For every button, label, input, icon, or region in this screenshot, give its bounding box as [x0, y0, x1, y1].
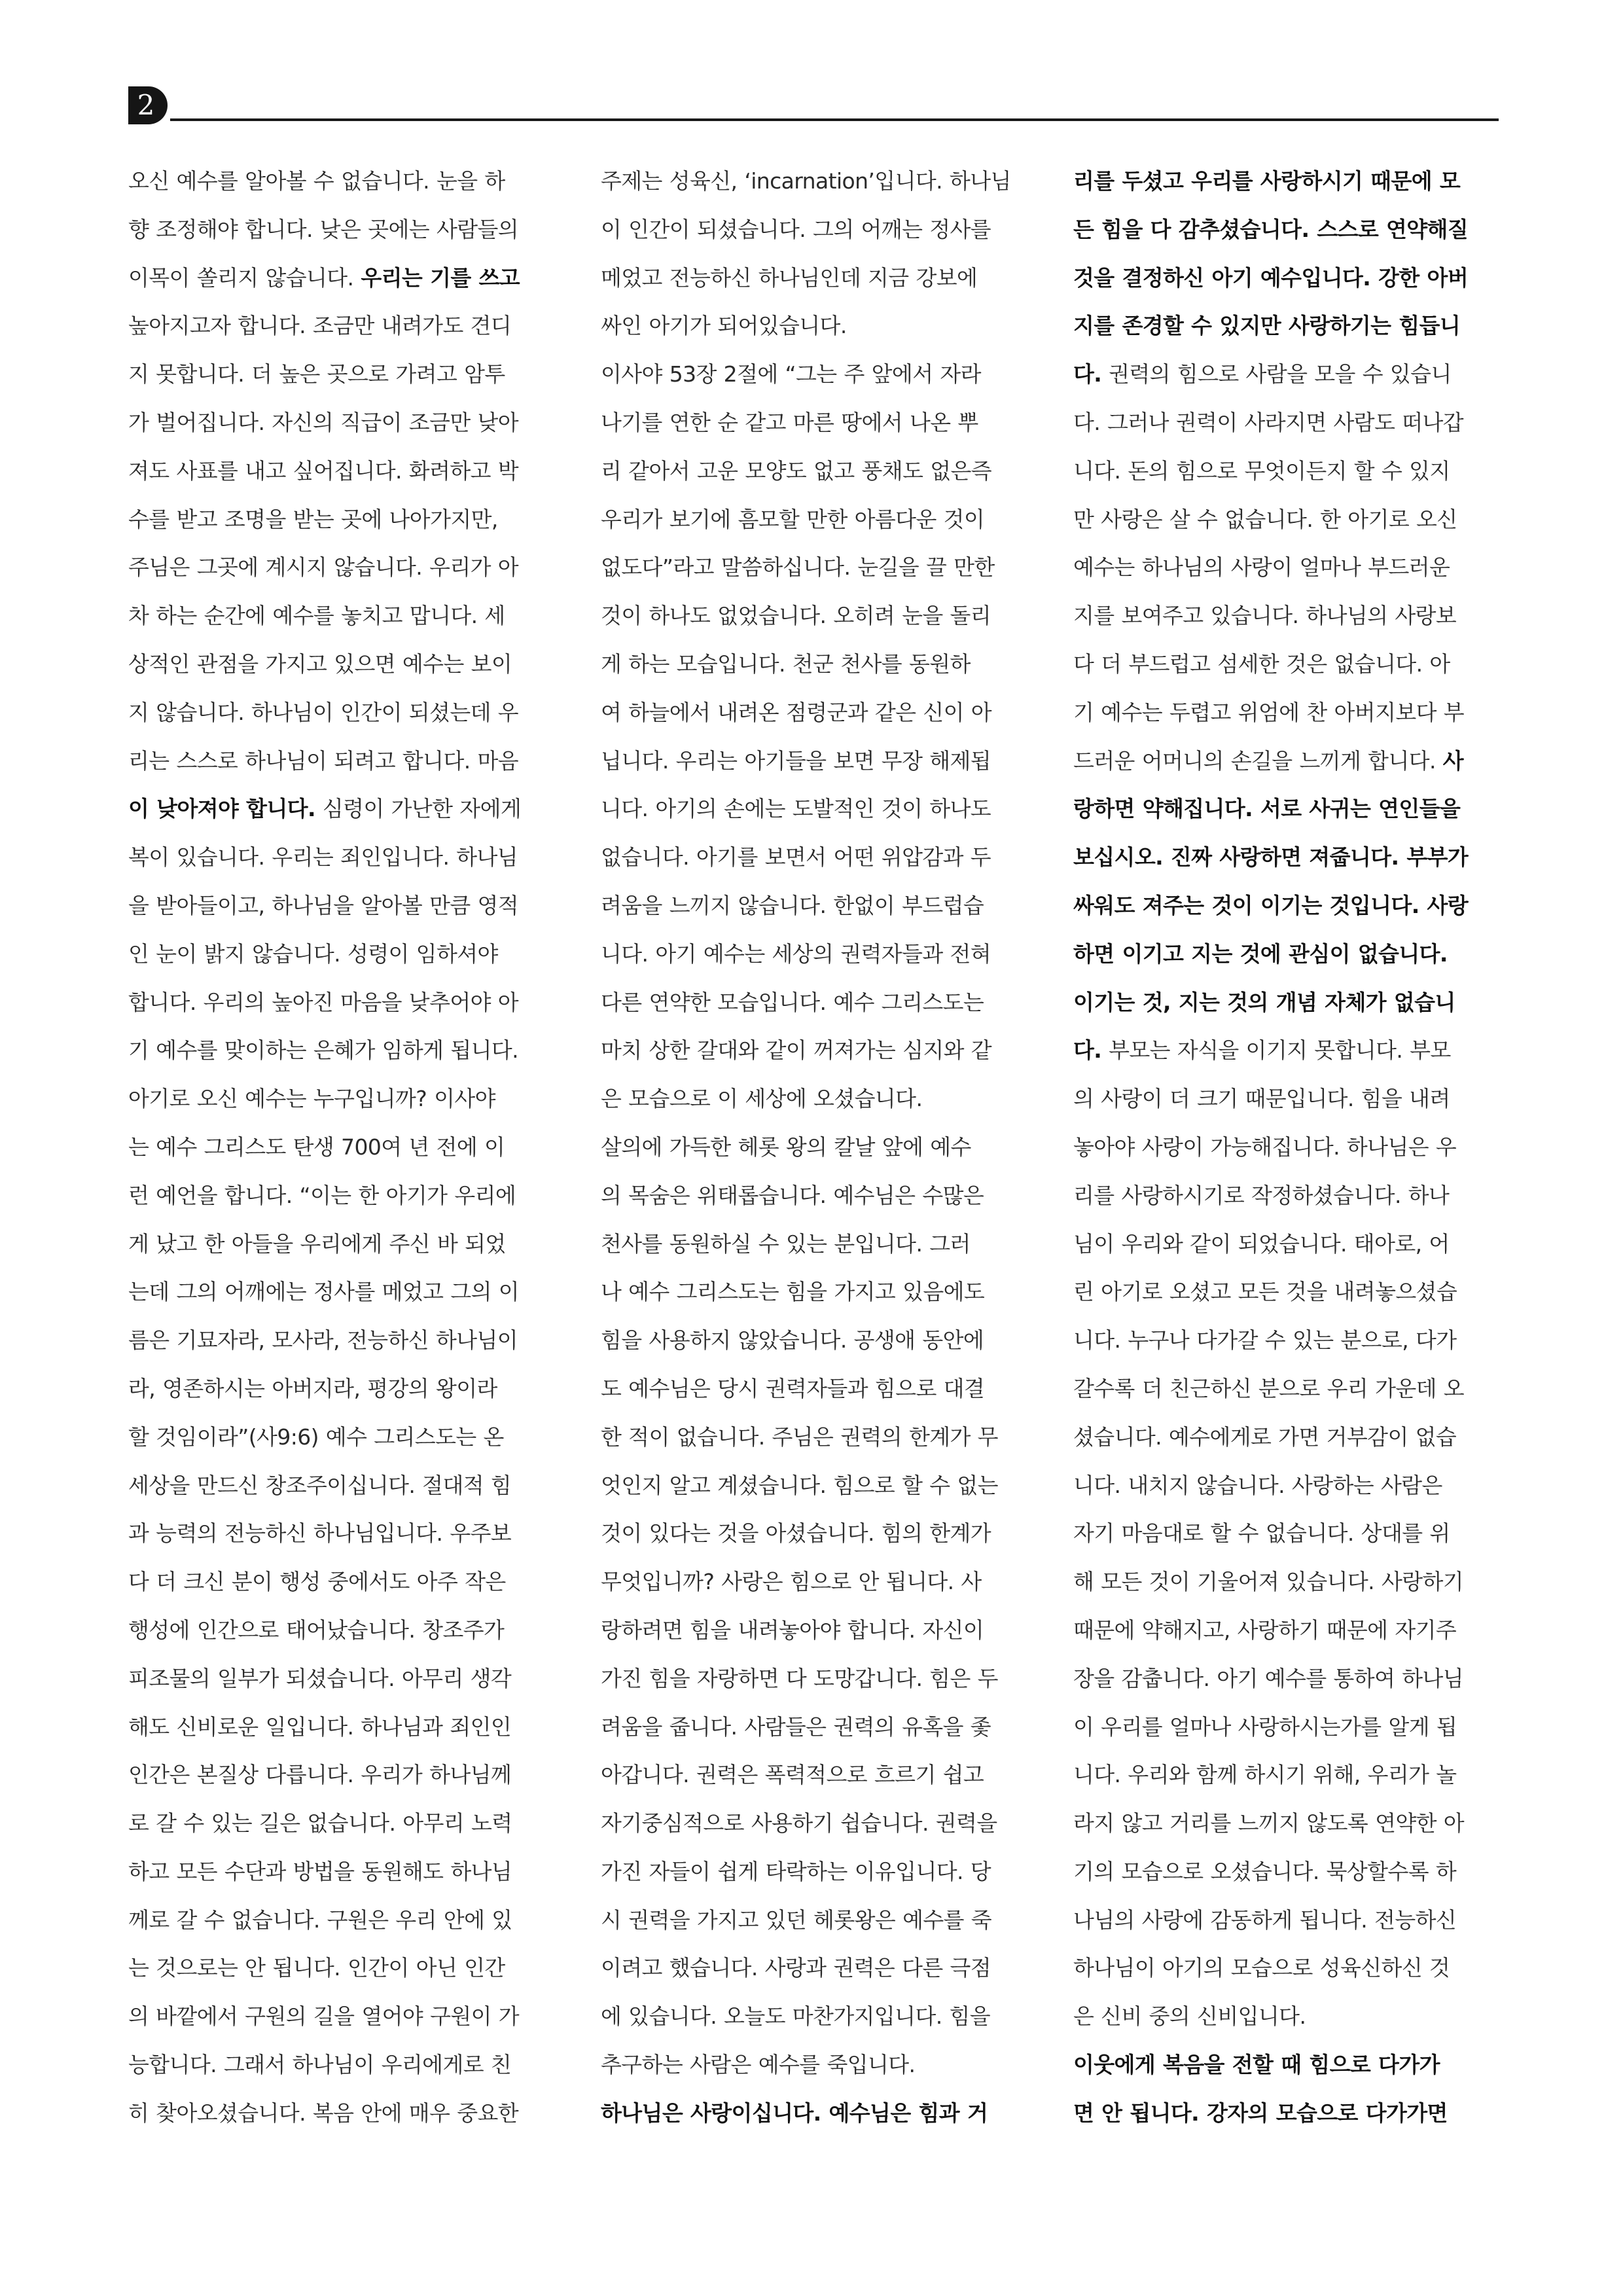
body-text: 랑하려면 힘을 내려놓아야 합니다. 자신이	[601, 1617, 984, 1643]
text-line	[128, 592, 554, 640]
text-line	[601, 1655, 1026, 1703]
body-text: 는 것으로는 안 됩니다. 인간이 아닌 인간	[128, 1955, 505, 1981]
text-line	[1073, 399, 1499, 447]
body-text: 로 갈 수 있는 길은 없습니다. 아무리 노력	[128, 1810, 512, 1837]
text-line	[1073, 785, 1499, 833]
bold-text: 면 안 됩니다. 강자의 모습으로 다가가면	[1073, 2100, 1448, 2126]
body-text: 향 조정해야 합니다. 낮은 곳에는 사람들의	[128, 216, 519, 242]
bold-text: 하면 이기고 지는 것에 관심이 없습니다.	[1073, 941, 1448, 967]
body-text: 지 않습니다. 하나님이 인간이 되셨는데 우	[128, 699, 519, 725]
text-line	[601, 1026, 1026, 1075]
header-rule	[170, 118, 1499, 121]
text-line	[128, 978, 554, 1027]
text-line	[128, 1268, 554, 1316]
body-text: 수를 받고 조명을 받는 곳에 나아가지만,	[128, 506, 498, 532]
text-line	[601, 689, 1026, 737]
body-text: 살의에 가득한 헤롯 왕의 칼날 앞에 예수	[601, 1134, 971, 1160]
body-text: 만 사랑은 살 수 없습니다. 한 아기로 오신	[1073, 506, 1457, 532]
body-text: 이사야 53장 2절에 “그는 주 앞에서 자라	[601, 361, 981, 387]
text-line	[1073, 1896, 1499, 1945]
body-text: 린 아기로 오셨고 모든 것을 내려놓으셨습	[1073, 1279, 1457, 1305]
bold-text: 것을 결정하신 아기 예수입니다. 강한 아버	[1073, 264, 1469, 291]
body-text: 피조물의 일부가 되셨습니다. 아무리 생각	[128, 1665, 512, 1691]
body-text: 자기중심적으로 사용하기 쉽습니다. 권력을	[601, 1810, 997, 1837]
text-line	[128, 157, 554, 206]
body-text: 기 예수는 두렵고 위엄에 찬 아버지보다 부	[1073, 699, 1465, 725]
bold-text: 다.	[1073, 361, 1102, 387]
body-text: 가 벌어집니다. 자신의 직급이 조금만 낮아	[128, 409, 519, 435]
body-text: 것이 있다는 것을 아셨습니다. 힘의 한계가	[601, 1520, 991, 1547]
text-line	[128, 737, 554, 785]
body-text: 힘을 사용하지 않았습니다. 공생애 동안에	[601, 1327, 984, 1354]
body-text: 아갑니다. 권력은 폭력적으로 흐르기 쉽고	[601, 1762, 984, 1788]
text-line	[128, 640, 554, 689]
body-text: 는 예수 그리스도 탄생 700여 년 전에 이	[128, 1134, 505, 1160]
body-text: 세상을 만드신 창조주이십니다. 절대적 힘	[128, 1472, 512, 1498]
text-line	[128, 254, 554, 302]
text-line	[601, 206, 1026, 254]
text-line	[601, 1172, 1026, 1220]
body-text: 의 바깥에서 구원의 길을 열어야 구원이 가	[128, 2003, 520, 2030]
text-line	[128, 1365, 554, 1413]
text-line	[1073, 1992, 1499, 2041]
text-line	[601, 1944, 1026, 1992]
body-text: 주님은 그곳에 계시지 않습니다. 우리가 아	[128, 554, 519, 581]
body-text: 나 예수 그리스도는 힘을 가지고 있음에도	[601, 1279, 985, 1305]
text-line	[1073, 157, 1499, 206]
body-text: 나님의 사랑에 감동하게 됩니다. 전능하신	[1073, 1907, 1457, 1933]
bold-text: 이기는 것, 지는 것의 개념 자체가 없습니	[1073, 989, 1455, 1015]
text-line	[601, 254, 1026, 302]
text-line	[1073, 592, 1499, 640]
text-line	[1073, 640, 1499, 689]
text-line	[128, 882, 554, 930]
body-text: 니다. 아기의 손에는 도발적인 것이 하나도	[601, 796, 991, 822]
body-text: 은 신비 중의 신비입니다.	[1073, 2003, 1306, 2030]
text-line	[128, 1896, 554, 1945]
text-line	[1073, 1751, 1499, 1799]
text-line	[1073, 350, 1499, 399]
body-text: 상적인 관점을 가지고 있으면 예수는 보이	[128, 651, 512, 677]
text-line	[128, 495, 554, 544]
body-text: 닙니다. 우리는 아기들을 보면 무장 해제됩	[601, 747, 991, 774]
text-column-3	[1073, 157, 1499, 2138]
text-line	[1073, 1509, 1499, 1558]
body-text: 행성에 인간으로 태어났습니다. 창조주가	[128, 1617, 505, 1643]
body-text: 하고 모든 수단과 방법을 동원해도 하나님	[128, 1858, 512, 1884]
text-line	[128, 1075, 554, 1123]
text-line	[1073, 1268, 1499, 1316]
bold-text: 사	[1442, 747, 1464, 774]
text-line	[128, 1703, 554, 1751]
body-text: 려움을 느끼지 않습니다. 한없이 부드럽습	[601, 892, 984, 918]
text-line	[601, 1220, 1026, 1268]
text-line	[601, 1413, 1026, 1462]
text-line	[1073, 1220, 1499, 1268]
body-text: 무엇입니까? 사랑은 힘으로 안 됩니다. 사	[601, 1569, 982, 1595]
body-text: 인간은 본질상 다릅니다. 우리가 하나님께	[128, 1762, 512, 1788]
body-text: 차 하는 순간에 예수를 놓치고 맙니다. 세	[128, 603, 505, 629]
text-line	[1073, 1944, 1499, 1992]
body-text: 메었고 전능하신 하나님인데 지금 강보에	[601, 264, 978, 291]
text-line	[128, 930, 554, 978]
body-text: 추구하는 사람은 예수를 죽입니다.	[601, 2052, 916, 2078]
text-line	[601, 592, 1026, 640]
body-text: 능합니다. 그래서 하나님이 우리에게로 친	[128, 2052, 512, 2078]
body-text: 할 것임이라”(사9:6) 예수 그리스도는 온	[128, 1424, 504, 1450]
text-line	[128, 1172, 554, 1220]
body-text: 때문에 약해지고, 사랑하기 때문에 자기주	[1073, 1617, 1457, 1643]
text-line	[128, 447, 554, 495]
text-line	[128, 1509, 554, 1558]
text-line	[601, 882, 1026, 930]
text-line	[1073, 1799, 1499, 1848]
text-line	[601, 302, 1026, 350]
body-text: 리를 사랑하시기로 작정하셨습니다. 하나	[1073, 1182, 1450, 1208]
body-text: 주제는 성육신, ‘incarnation’입니다. 하나님	[601, 168, 1011, 194]
body-text: 라지 않고 거리를 느끼지 않도록 연약한 아	[1073, 1810, 1465, 1837]
body-text: 가진 힘을 자랑하면 다 도망갑니다. 힘은 두	[601, 1665, 998, 1691]
text-line	[128, 1655, 554, 1703]
text-line	[601, 447, 1026, 495]
text-line	[1073, 206, 1499, 254]
text-line	[601, 350, 1026, 399]
bold-text: 랑하면 약해집니다. 서로 사귀는 연인들을	[1073, 796, 1461, 822]
body-text: 이 인간이 되셨습니다. 그의 어깨는 정사를	[601, 216, 991, 242]
text-line	[128, 1123, 554, 1172]
body-text: 우리가 보기에 흠모할 만한 아름다운 것이	[601, 506, 985, 532]
body-text: 하나님이 아기의 모습으로 성육신하신 것	[1073, 1955, 1450, 1981]
text-line	[1073, 2041, 1499, 2089]
text-line	[1073, 2089, 1499, 2138]
text-line	[601, 157, 1026, 206]
body-text: 인 눈이 밝지 않습니다. 성령이 임하셔야	[128, 941, 498, 967]
body-text: 이려고 했습니다. 사랑과 권력은 다른 극점	[601, 1955, 991, 1981]
text-line	[601, 2089, 1026, 2138]
body-text: 예수는 하나님의 사랑이 얼마나 부드러운	[1073, 554, 1450, 581]
text-line	[1073, 689, 1499, 737]
text-line	[128, 1944, 554, 1992]
bold-text: 하나님은 사랑이십니다. 예수님은 힘과 거	[601, 2100, 988, 2126]
body-text: 니다. 내치지 않습니다. 사랑하는 사람은	[1073, 1472, 1442, 1498]
bold-text: 이 낮아져야 합니다.	[128, 796, 315, 822]
text-line	[1073, 1462, 1499, 1510]
text-line	[128, 1751, 554, 1799]
body-text: 권력의 힘으로 사람을 모을 수 있습니	[1101, 361, 1452, 387]
body-text: 을 받아들이고, 하나님을 알아볼 만큼 영적	[128, 892, 519, 918]
text-line	[1073, 1413, 1499, 1462]
body-text: 니다. 돈의 힘으로 무엇이든지 할 수 있지	[1073, 457, 1450, 484]
body-text: 의 목숨은 위태롭습니다. 예수님은 수많은	[601, 1182, 984, 1208]
text-line	[601, 1075, 1026, 1123]
body-text: 이목이 쏠리지 않습니다.	[128, 264, 361, 291]
text-line	[601, 930, 1026, 978]
body-text: 오신 예수를 알아볼 수 없습니다. 눈을 하	[128, 168, 505, 194]
text-line	[1073, 1848, 1499, 1896]
body-text: 히 찾아오셨습니다. 복음 안에 매우 중요한	[128, 2100, 519, 2126]
body-text: 놓아야 사랑이 가능해집니다. 하나님은 우	[1073, 1134, 1457, 1160]
body-text: 져도 사표를 내고 싶어집니다. 화려하고 박	[128, 457, 519, 484]
body-text: 천사를 동원하실 수 있는 분입니다. 그러	[601, 1230, 971, 1257]
text-line	[1073, 1655, 1499, 1703]
text-line	[128, 1026, 554, 1075]
body-text: 심령이 가난한 자에게	[315, 796, 522, 822]
text-line	[128, 1848, 554, 1896]
text-line	[601, 1316, 1026, 1365]
bold-text: 지를 존경할 수 있지만 사랑하기는 힘듭니	[1073, 313, 1461, 339]
body-text: 이 우리를 얼마나 사랑하시는가를 알게 됩	[1073, 1713, 1457, 1740]
text-line	[601, 785, 1026, 833]
text-line	[1073, 447, 1499, 495]
body-text: 런 예언을 합니다. “이는 한 아기가 우리에	[128, 1182, 516, 1208]
text-line	[1073, 1558, 1499, 1606]
body-text: 아기로 오신 예수는 누구입니까? 이사야	[128, 1086, 495, 1112]
body-text: 는데 그의 어깨에는 정사를 메었고 그의 이	[128, 1279, 520, 1305]
text-line	[128, 2041, 554, 2089]
text-line	[1073, 254, 1499, 302]
body-text: 엇인지 알고 계셨습니다. 힘으로 할 수 없는	[601, 1472, 998, 1498]
text-line	[128, 1992, 554, 2041]
body-text: 부모는 자식을 이기지 못합니다. 부모	[1101, 1037, 1451, 1064]
body-text: 기 예수를 맞이하는 은혜가 임하게 됩니다.	[128, 1037, 519, 1064]
text-line	[128, 1220, 554, 1268]
text-line	[1073, 1316, 1499, 1365]
text-line	[1073, 978, 1499, 1027]
text-line	[601, 399, 1026, 447]
body-text: 높아지고자 합니다. 조금만 내려가도 견디	[128, 313, 512, 339]
text-line	[601, 1799, 1026, 1848]
body-text: 한 적이 없습니다. 주님은 권력의 한계가 무	[601, 1424, 998, 1450]
body-text: 은 모습으로 이 세상에 오셨습니다.	[601, 1086, 923, 1112]
text-line	[601, 543, 1026, 592]
page-header	[128, 86, 1499, 126]
body-text: 자기 마음대로 할 수 없습니다. 상대를 위	[1073, 1520, 1450, 1547]
bold-text: 우리는 기를 쓰고	[361, 264, 520, 291]
body-text: 없습니다. 아기를 보면서 어떤 위압감과 두	[601, 844, 991, 870]
text-line	[128, 1462, 554, 1510]
text-line	[601, 1462, 1026, 1510]
text-line	[601, 1703, 1026, 1751]
text-line	[601, 1992, 1026, 2041]
text-line	[1073, 930, 1499, 978]
body-text: 니다. 우리와 함께 하시기 위해, 우리가 놀	[1073, 1762, 1457, 1788]
text-line	[1073, 1123, 1499, 1172]
body-text: 다. 그러나 권력이 사라지면 사람도 떠나갑	[1073, 409, 1464, 435]
text-line	[1073, 1365, 1499, 1413]
text-line	[1073, 543, 1499, 592]
text-line	[601, 737, 1026, 785]
text-line	[128, 1558, 554, 1606]
text-column-1	[128, 157, 554, 2138]
text-line	[601, 1896, 1026, 1945]
text-line	[1073, 1703, 1499, 1751]
text-line	[1073, 302, 1499, 350]
body-text: 다른 연약한 모습입니다. 예수 그리스도는	[601, 989, 984, 1015]
page-number-badge: 2	[128, 86, 168, 124]
body-text: 려움을 줍니다. 사람들은 권력의 유혹을 좇	[601, 1713, 991, 1740]
body-text: 다 더 크신 분이 행성 중에서도 아주 작은	[128, 1569, 506, 1595]
body-text: 장을 감춥니다. 아기 예수를 통하여 하나님	[1073, 1665, 1464, 1691]
text-line	[601, 1848, 1026, 1896]
body-text: 여 하늘에서 내려온 점령군과 같은 신이 아	[601, 699, 992, 725]
body-text: 것이 하나도 없었습니다. 오히려 눈을 돌리	[601, 603, 991, 629]
text-line	[1073, 1172, 1499, 1220]
text-line	[128, 2089, 554, 2138]
bold-text: 이웃에게 복음을 전할 때 힘으로 다가가	[1073, 2052, 1440, 2078]
text-column-2	[601, 157, 1026, 2138]
text-line	[1073, 737, 1499, 785]
text-line	[128, 833, 554, 882]
text-line	[1073, 1026, 1499, 1075]
text-line	[601, 1751, 1026, 1799]
body-text: 합니다. 우리의 높아진 마음을 낮추어야 아	[128, 989, 519, 1015]
body-text: 과 능력의 전능하신 하나님입니다. 우주보	[128, 1520, 512, 1547]
text-line	[1073, 1075, 1499, 1123]
text-line	[128, 1606, 554, 1655]
body-text: 복이 있습니다. 우리는 죄인입니다. 하나님	[128, 844, 518, 870]
text-line	[1073, 495, 1499, 544]
text-line	[128, 206, 554, 254]
body-text: 마치 상한 갈대와 같이 꺼져가는 심지와 같	[601, 1037, 992, 1064]
text-line	[128, 689, 554, 737]
bold-text: 리를 두셨고 우리를 사랑하시기 때문에 모	[1073, 168, 1461, 194]
bold-text: 든 힘을 다 감추셨습니다. 스스로 연약해질	[1073, 216, 1469, 242]
text-line	[128, 399, 554, 447]
body-text: 해 모든 것이 기울어져 있습니다. 사랑하기	[1073, 1569, 1464, 1595]
text-line	[601, 978, 1026, 1027]
body-text: 의 사랑이 더 크기 때문입니다. 힘을 내려	[1073, 1086, 1450, 1112]
body-text: 해도 신비로운 일입니다. 하나님과 죄인인	[128, 1713, 512, 1740]
body-text: 가진 자들이 쉽게 타락하는 이유입니다. 당	[601, 1858, 991, 1884]
text-line	[601, 1365, 1026, 1413]
body-text: 갈수록 더 친근하신 분으로 우리 가운데 오	[1073, 1375, 1465, 1401]
body-text: 름은 기묘자라, 모사라, 전능하신 하나님이	[128, 1327, 518, 1354]
body-text: 드러운 어머니의 손길을 느끼게 합니다.	[1073, 747, 1443, 774]
body-text: 없도다”라고 말씀하십니다. 눈길을 끌 만한	[601, 554, 995, 581]
text-line	[128, 350, 554, 399]
text-line	[601, 833, 1026, 882]
bold-text: 보십시오. 진짜 사랑하면 져줍니다. 부부가	[1073, 844, 1469, 870]
body-text: 리는 스스로 하나님이 되려고 합니다. 마음	[128, 747, 519, 774]
body-text: 에 있습니다. 오늘도 마찬가지입니다. 힘을	[601, 2003, 991, 2030]
body-text: 기의 모습으로 오셨습니다. 묵상할수록 하	[1073, 1858, 1457, 1884]
text-line	[601, 640, 1026, 689]
body-text: 라, 영존하시는 아버지라, 평강의 왕이라	[128, 1375, 497, 1401]
body-text: 지를 보여주고 있습니다. 하나님의 사랑보	[1073, 603, 1457, 629]
body-text: 게 났고 한 아들을 우리에게 주신 바 되었	[128, 1230, 506, 1257]
text-line	[128, 302, 554, 350]
body-text: 님이 우리와 같이 되었습니다. 태아로, 어	[1073, 1230, 1450, 1257]
article-body	[128, 157, 1499, 2219]
text-line	[601, 495, 1026, 544]
body-text: 다 더 부드럽고 섬세한 것은 없습니다. 아	[1073, 651, 1450, 677]
body-text: 니다. 아기 예수는 세상의 권력자들과 전혀	[601, 941, 991, 967]
body-text: 셨습니다. 예수에게로 가면 거부감이 없습	[1073, 1424, 1457, 1450]
bold-text: 싸워도 져주는 것이 이기는 것입니다. 사랑	[1073, 892, 1469, 918]
body-text: 시 권력을 가지고 있던 헤롯왕은 예수를 죽	[601, 1907, 992, 1933]
body-text: 도 예수님은 당시 권력자들과 힘으로 대결	[601, 1375, 985, 1401]
text-line	[601, 1268, 1026, 1316]
text-line	[128, 1799, 554, 1848]
bold-text: 다.	[1073, 1037, 1102, 1064]
body-text: 니다. 누구나 다가갈 수 있는 분으로, 다가	[1073, 1327, 1457, 1354]
text-line	[601, 1558, 1026, 1606]
body-text: 께로 갈 수 없습니다. 구원은 우리 안에 있	[128, 1907, 512, 1933]
body-text: 게 하는 모습입니다. 천군 천사를 동원하	[601, 651, 971, 677]
text-line	[128, 1316, 554, 1365]
text-line	[128, 785, 554, 833]
text-line	[601, 2041, 1026, 2089]
body-text: 싸인 아기가 되어있습니다.	[601, 313, 847, 339]
text-line	[601, 1509, 1026, 1558]
text-line	[1073, 833, 1499, 882]
text-line	[601, 1123, 1026, 1172]
text-line	[128, 1413, 554, 1462]
text-line	[128, 543, 554, 592]
text-line	[1073, 1606, 1499, 1655]
body-text: 나기를 연한 순 같고 마른 땅에서 나온 뿌	[601, 409, 978, 435]
body-text: 리 같아서 고운 모양도 없고 풍채도 없은즉	[601, 457, 992, 484]
text-line	[601, 1606, 1026, 1655]
text-line	[1073, 882, 1499, 930]
body-text: 지 못합니다. 더 높은 곳으로 가려고 암투	[128, 361, 505, 387]
